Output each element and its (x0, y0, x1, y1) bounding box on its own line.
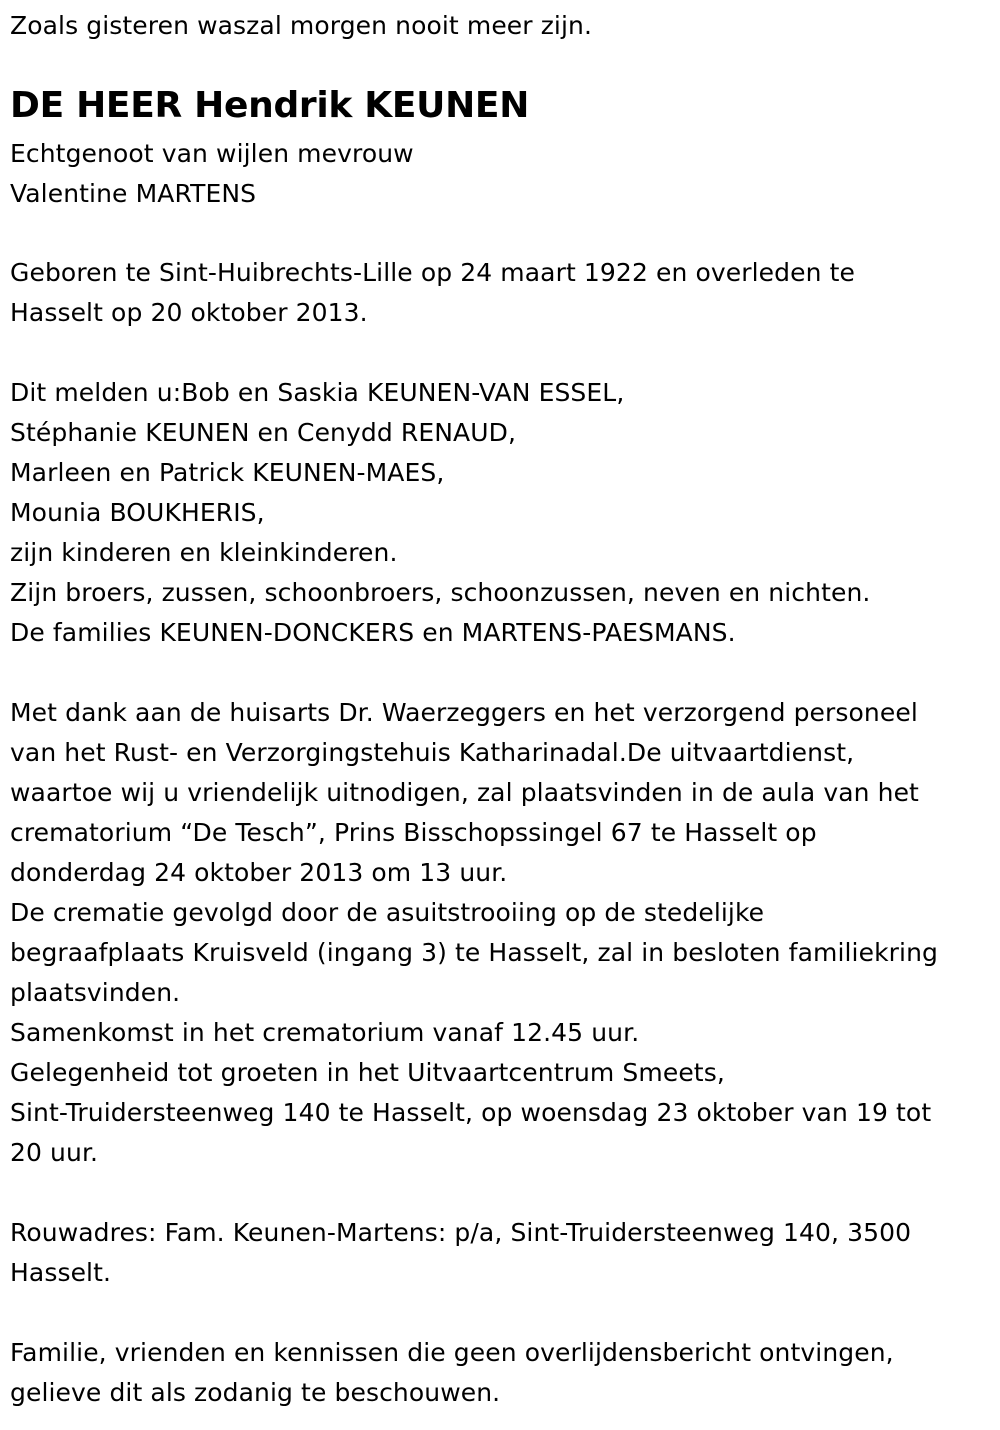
spouse-block (10, 134, 414, 214)
announcer-line: Marleen en Patrick KEUNEN-MAES, (10, 458, 445, 487)
announcers-block (10, 373, 870, 653)
mourning-address-block (10, 1213, 911, 1293)
closing-block (10, 1333, 894, 1413)
birth-death-line: Geboren te Sint-Huibrechts-Lille op 24 maart 1922 en overleden te (10, 258, 855, 287)
service-line: van het Rust- en Verzorgingstehuis Katharinadal.De uitvaartdienst, (10, 738, 855, 767)
service-line: 20 uur. (10, 1138, 99, 1167)
announcer-line: Zijn broers, zussen, schoonbroers, schoonzussen, neven en nichten. (10, 578, 871, 607)
service-line: plaatsvinden. (10, 978, 181, 1007)
address-line: Hasselt. (10, 1258, 112, 1287)
announcer-line: De families KEUNEN-DONCKERS en MARTENS-PAESMANS. (10, 618, 736, 647)
announcer-line: Stéphanie KEUNEN en Cenydd RENAUD, (10, 418, 517, 447)
service-line: waartoe wij u vriendelijk uitnodigen, zal plaatsvinden in de aula van het (10, 778, 919, 807)
service-line: crematorium “De Tesch”, Prins Bisschopssingel 67 te Hasselt op (10, 818, 817, 847)
announcer-line: Dit melden u:Bob en Saskia KEUNEN-VAN ESSEL, (10, 378, 625, 407)
deceased-name: DE HEER Hendrik KEUNEN (10, 85, 530, 126)
motto-text: Zoals gisteren waszal morgen nooit meer zijn. (10, 11, 593, 40)
address-line: Rouwadres: Fam. Keunen-Martens: p/a, Sint-Truidersteenweg 140, 3500 (10, 1218, 912, 1247)
service-block (10, 693, 938, 1173)
spouse-line: Valentine MARTENS (10, 179, 257, 208)
service-line: Sint-Truidersteenweg 140 te Hasselt, op woensdag 23 oktober van 19 tot (10, 1098, 932, 1127)
service-line: Samenkomst in het crematorium vanaf 12.45 uur. (10, 1018, 640, 1047)
service-line: Met dank aan de huisarts Dr. Waerzeggers en het verzorgend personeel (10, 698, 918, 727)
service-line: Gelegenheid tot groeten in het Uitvaartcentrum Smeets, (10, 1058, 725, 1087)
announcer-line: Mounia BOUKHERIS, (10, 498, 265, 527)
spouse-line: Echtgenoot van wijlen mevrouw (10, 139, 414, 168)
announcer-line: zijn kinderen en kleinkinderen. (10, 538, 398, 567)
service-line: donderdag 24 oktober 2013 om 13 uur. (10, 858, 508, 887)
closing-line: gelieve dit als zodanig te beschouwen. (10, 1378, 501, 1407)
closing-line: Familie, vrienden en kennissen die geen overlijdensbericht ontvingen, (10, 1338, 894, 1367)
service-line: De crematie gevolgd door de asuitstrooiing op de stedelijke (10, 898, 765, 927)
service-line: begraafplaats Kruisveld (ingang 3) te Hasselt, zal in besloten familiekring (10, 938, 938, 967)
birth-death-block (10, 253, 855, 333)
birth-death-line: Hasselt op 20 oktober 2013. (10, 298, 368, 327)
